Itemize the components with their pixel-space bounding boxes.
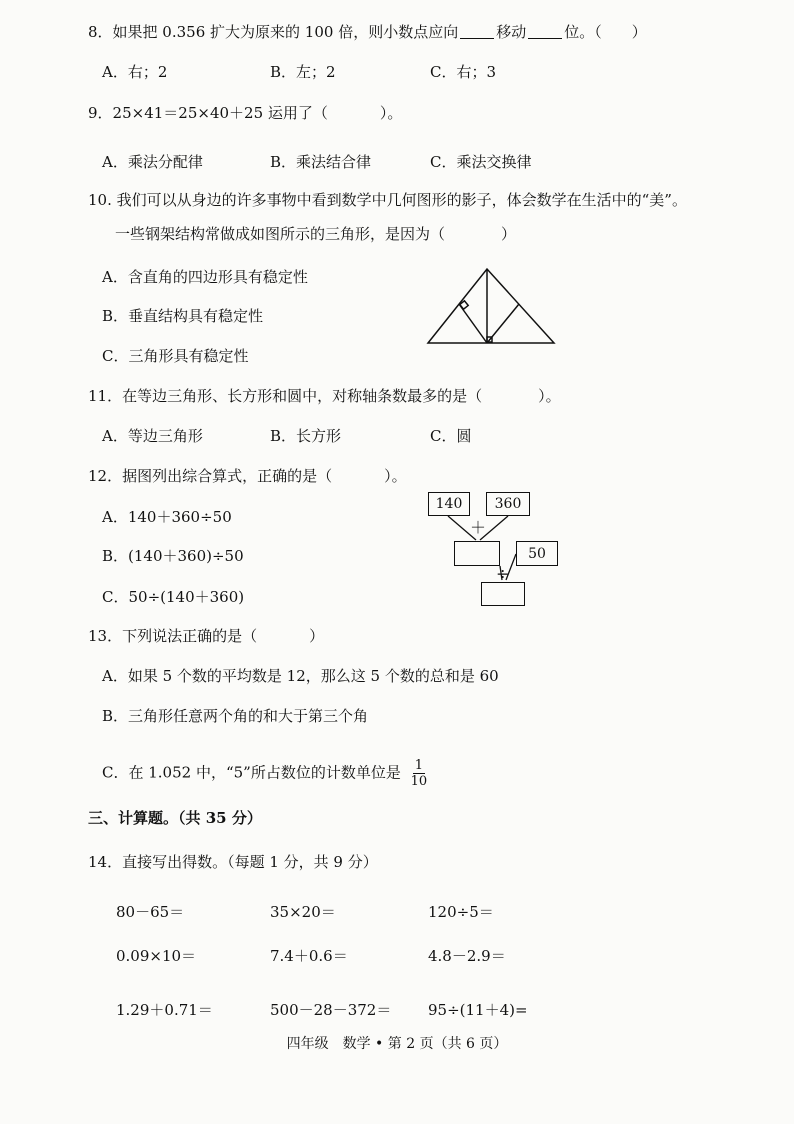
q8-option-a[interactable]: A．右；2 — [102, 63, 168, 81]
calc-item: 4.8－2.9＝ — [428, 947, 506, 965]
calc-item: 7.4＋0.6＝ — [270, 947, 348, 965]
q11-option-c[interactable]: C．圆 — [430, 427, 472, 445]
diagram-box-360: 360 — [486, 492, 530, 516]
calc-item: 95÷(11＋4)= — [428, 1001, 528, 1019]
q12-option-c[interactable]: C．50÷(140＋360) — [102, 588, 245, 606]
q9-option-a[interactable]: A．乘法分配律 — [102, 153, 203, 171]
diagram-box-result-blank[interactable] — [481, 582, 525, 606]
q12-option-b[interactable]: B．(140＋360)÷50 — [102, 547, 244, 565]
q11-option-a[interactable]: A．等边三角形 — [102, 427, 203, 445]
q10-option-b[interactable]: B．垂直结构具有稳定性 — [102, 307, 264, 325]
question-9: 9．25×41＝25×40＋25 运用了（ ）。 — [88, 104, 403, 122]
answer-blank[interactable] — [528, 23, 562, 39]
diagram-plus-sign: ＋ — [470, 518, 487, 537]
page-footer: 四年级 数学 • 第 2 页（共 6 页） — [286, 1036, 508, 1052]
calc-item: 80－65＝ — [116, 903, 185, 921]
calc-item: 0.09×10＝ — [116, 947, 197, 965]
q12-option-a[interactable]: A．140＋360÷50 — [102, 508, 232, 526]
question-12: 12．据图列出综合算式，正确的是（ ）。 — [88, 467, 407, 485]
q9-option-c[interactable]: C．乘法交换律 — [430, 153, 532, 171]
diagram-box-50: 50 — [516, 541, 558, 566]
q11-option-b[interactable]: B．长方形 — [270, 427, 342, 445]
calc-item: 500－28－372＝ — [270, 1001, 392, 1019]
question-13: 13．下列说法正确的是（ ） — [88, 627, 325, 645]
answer-blank[interactable] — [460, 23, 494, 39]
q8-option-b[interactable]: B．左；2 — [270, 63, 336, 81]
calc-item: 1.29＋0.71＝ — [116, 1001, 213, 1019]
question-14-title: 14．直接写出得数。（每题 1 分，共 9 分） — [88, 853, 378, 871]
question-10-line2: 一些钢架结构常做成如图所示的三角形，是因为（ ） — [115, 225, 517, 243]
section-3-title: 三、计算题。（共 35 分） — [88, 809, 262, 827]
q8-option-c[interactable]: C．右；3 — [430, 63, 497, 81]
question-8-text: 8．如果把 0.356 扩大为原来的 100 倍，则小数点应向 — [88, 23, 459, 41]
calc-item: 120÷5＝ — [428, 903, 494, 921]
q13-option-b[interactable]: B．三角形任意两个角的和大于第三个角 — [102, 707, 369, 725]
fraction-one-tenth: $\frac{1}{10}$ — [410, 758, 428, 789]
calc-item: 35×20＝ — [270, 903, 336, 921]
q9-option-b[interactable]: B．乘法结合律 — [270, 153, 372, 171]
question-8: 8．如果把 0.356 扩大为原来的 100 倍，则小数点应向 移动 位。（ ） — [88, 23, 647, 41]
question-10-line1: 10. 我们可以从身边的许多事物中看到数学中几何图形的影子，体会数学在生活中的“美”。 — [88, 191, 687, 209]
diagram-box-140: 140 — [428, 492, 470, 516]
q10-option-a[interactable]: A．含直角的四边形具有稳定性 — [102, 268, 308, 286]
q13-option-a[interactable]: A．如果 5 个数的平均数是 12，那么这 5 个数的总和是 60 — [102, 667, 499, 685]
diagram-divide-sign: ÷ — [496, 564, 510, 583]
question-11: 11．在等边三角形、长方形和圆中，对称轴条数最多的是（ ）。 — [88, 387, 561, 405]
q10-option-c[interactable]: C．三角形具有稳定性 — [102, 347, 249, 365]
q13-option-c[interactable]: C．在 1.052 中，“5”所占数位的计数单位是 $\frac{1}{10}$ — [102, 758, 428, 789]
diagram-box-sum-blank[interactable] — [454, 541, 500, 566]
truss-triangle-figure — [420, 262, 560, 348]
